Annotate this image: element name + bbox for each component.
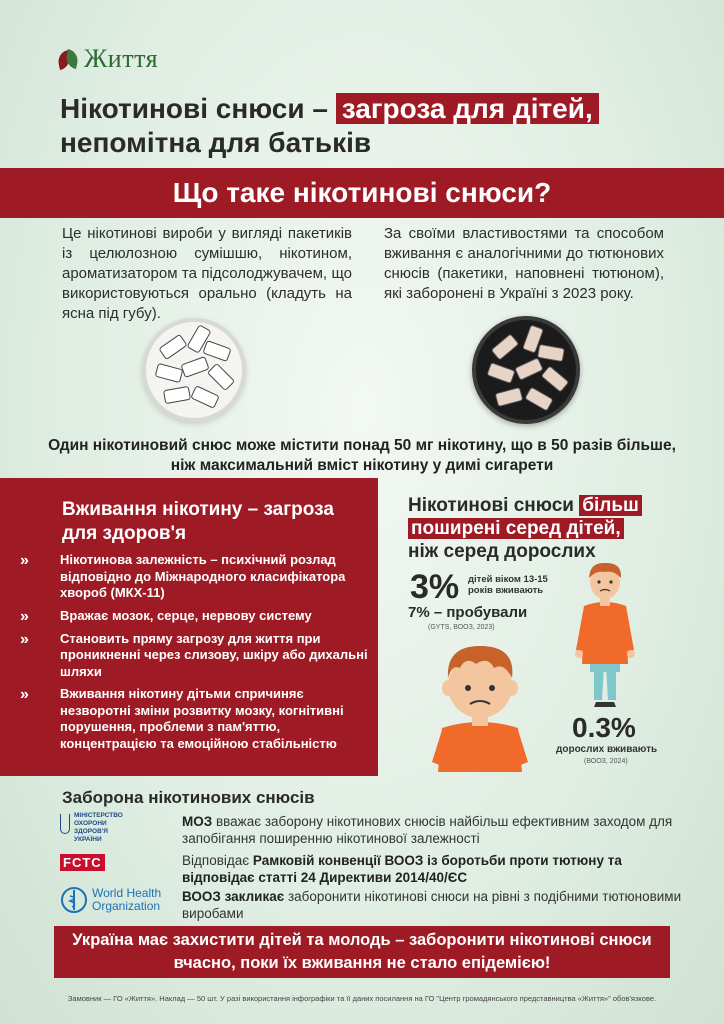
footer-note: Замовник — ГО «Життя». Наклад — 50 шт. У разі використання інфографіки та її даних посилання на ГО "Центр громадянського представництва «Життя»" обов'язкове.: [67, 994, 657, 1003]
bullet-text: Становить пряму загрозу для життя при проникненні через слизову, шкіру або дихальні шляхи: [60, 630, 368, 679]
prevalence-title-highlight-2: поширені серед дітей,: [408, 518, 624, 539]
intro-left-text: Це нікотинові вироби у вигляді пакетиків із целюлозною сумішшю, нікотином, ароматизатором та підсолоджувачем, що використовуються орально (кладуть на ясна під губу).: [62, 225, 352, 322]
list-item: [20, 552, 370, 602]
bans-title: Заборона нікотинових снюсів: [62, 788, 315, 807]
ban-item-fctc-text: Відповідає: [182, 853, 253, 868]
ban-item-fctc: [182, 852, 682, 886]
list-item: [20, 631, 370, 681]
page-title: [60, 92, 680, 160]
prevalence-title-highlight: більш: [579, 495, 642, 516]
title-highlight: загроза для дітей,: [336, 93, 599, 124]
list-item: [20, 608, 370, 625]
ban-item-who-bold: ВООЗ закликає: [182, 889, 285, 904]
leaf-icon: [58, 48, 80, 70]
list-item: [20, 686, 370, 752]
who-logo-text: World Health Organization: [92, 886, 162, 913]
trident-icon: [60, 814, 70, 834]
who-emblem-icon: [60, 886, 88, 914]
ban-item-moz-text: вважає заборону нікотинових снюсів найбільш ефективним заходом для запобігання поширенню нікотинової залежності: [182, 814, 673, 846]
chevron-right-icon: »: [20, 607, 29, 625]
chevron-right-icon: »: [20, 686, 29, 703]
who-logo: [60, 886, 172, 914]
title-line2: непомітна для батьків: [60, 127, 372, 158]
chevron-right-icon: »: [20, 630, 29, 648]
fctc-logo-text: FCTC: [60, 854, 105, 871]
bullet-text: Вживання нікотину дітьми спричиняє незворотні зміни розвитку мозку, когнітивні порушення, проблеми з пам'яттю, концентрацією та емоційною стабільністю: [60, 686, 344, 751]
kids-tried: 7% – пробували: [408, 604, 528, 621]
bullet-text: Вражає мозок, серце, нервову систему: [60, 607, 312, 623]
kids-source: (GYTS, ВООЗ, 2023): [428, 624, 495, 631]
adults-percent: 0.3%: [572, 712, 636, 743]
adults-note: дорослих вживають: [556, 744, 658, 755]
logo-text: Життя: [84, 44, 159, 73]
ban-item-fctc-bold: Рамковій конвенції ВООЗ із боротьби проти тютюну та відповідає статті 24 Директиви 2014/40/ЄС: [182, 853, 622, 885]
fctc-logo: [60, 854, 105, 872]
prevalence-title: [408, 494, 708, 563]
bullet-text: Нікотинова залежність – психічний розлад відповідно до Міжнародного класифікатора хвороб (МКХ-11): [60, 552, 346, 600]
child-boy-illustration: [430, 638, 530, 772]
call-to-action: Україна має захистити дітей та молодь – заборонити нікотинові снюси вчасно, поки їх вживання не стало епідемією!: [54, 926, 670, 978]
adult-boy-illustration: [574, 560, 636, 708]
logo: [58, 44, 158, 74]
chevron-right-icon: »: [20, 552, 29, 569]
intro-right-text: За своїми властивостями та способом вживання є аналогічними до тютюнових снюсів (пакетики, наповнені тютюном), які заборонені в Україні з 2023 року.: [384, 225, 664, 302]
adults-source: (ВООЗ, 2024): [584, 758, 628, 765]
moz-logo-text: МІНІСТЕРСТВО ОХОРОНИ ЗДОРОВ'Я УКРАЇНИ: [74, 812, 123, 843]
nicotine-fact: Один нікотиновий снюс може містити понад 50 мг нікотину, що в 50 разів більше, ніж максимальний вміст нікотину у димі сигарети: [48, 437, 676, 474]
moz-logo: [60, 812, 126, 844]
section-heading-what: Що таке нікотинові снюси?: [0, 168, 724, 218]
kids-percent: 3%: [410, 568, 460, 606]
ban-item-moz: [182, 813, 682, 847]
ban-item-moz-bold: МОЗ: [182, 814, 213, 829]
health-bullets: [20, 552, 370, 758]
kids-note: дітей віком 13-15 років вживають: [468, 574, 548, 596]
black-snus-tin-image: [472, 316, 580, 424]
ban-item-who: [182, 888, 682, 922]
white-snus-tin-image: [142, 318, 246, 422]
prevalence-title-line3: ніж серед дорослих: [408, 541, 596, 562]
title-plain: Нікотинові снюси –: [60, 93, 336, 124]
ban-item-who-text: заборонити нікотинові снюси на рівні з подібними тютюновими виробами: [182, 889, 682, 921]
health-title: Вживання нікотину – загроза для здоров'я: [62, 499, 334, 544]
prevalence-title-plain: Нікотинові снюси: [408, 495, 580, 516]
